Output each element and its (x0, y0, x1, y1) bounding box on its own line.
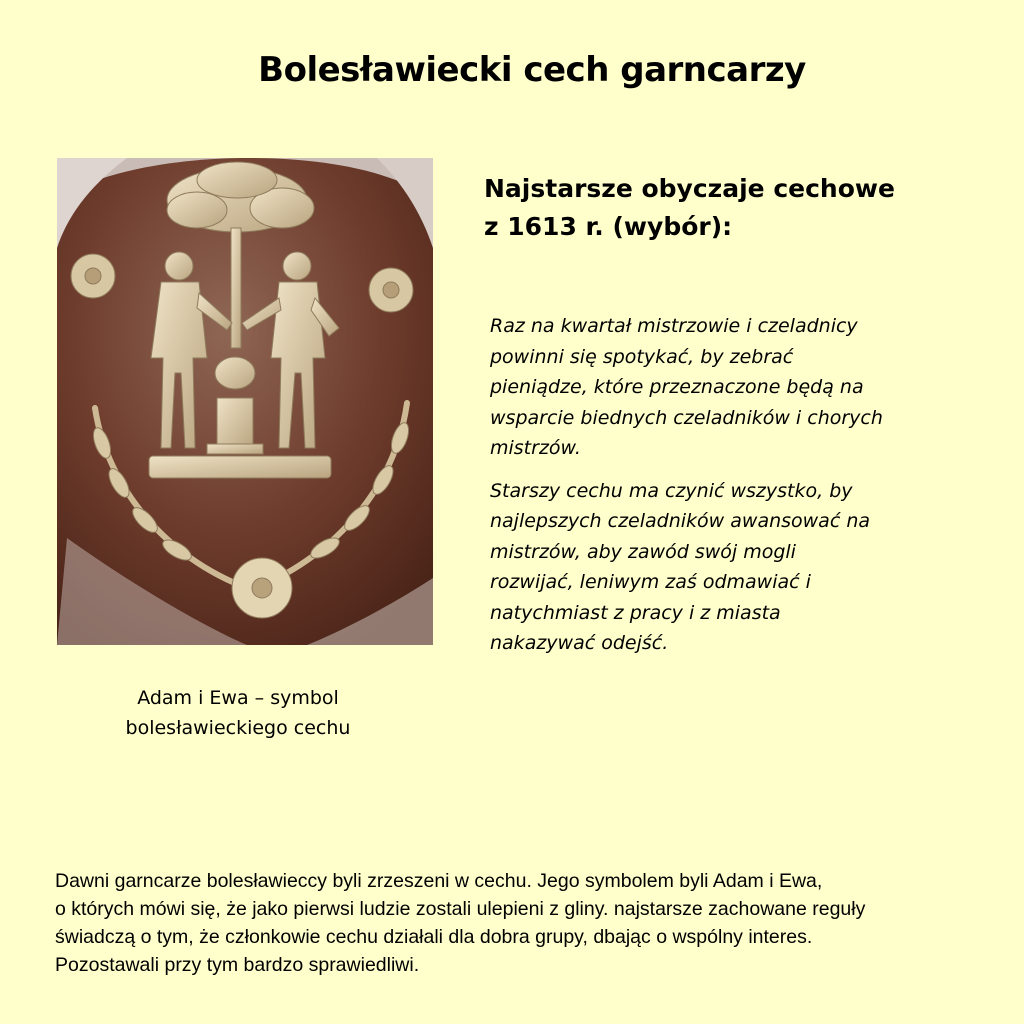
caption-line: Adam i Ewa – symbol (137, 687, 339, 709)
rule-line: powinni się spotykać, by zebrać (490, 345, 794, 368)
rule-line: rozwijać, leniwym zaś odmawiać i (490, 571, 811, 593)
rule-paragraph (490, 311, 1010, 464)
rule-line: najlepszych czeladników awansować na (490, 510, 870, 532)
rule-line: wsparcie biednych czeladników i chorych (490, 406, 883, 429)
summary-line: Dawni garncarze bolesławieccy byli zrzeszeni w cechu. Jego symbolem byli Adam i Ewa, (55, 870, 823, 892)
customs-rules (490, 311, 1010, 671)
page-title: Bolesławiecki cech garncarzy (258, 50, 806, 90)
adam-and-eve-relief-photo (57, 158, 433, 645)
rule-line: nakazywać odejść. (490, 632, 669, 654)
caption-line: bolesławieckiego cechu (125, 717, 351, 739)
rule-line: pieniądze, które przeznaczone będą na (490, 376, 864, 398)
rule-line: Raz na kwartał mistrzowie i czeladnicy (490, 315, 858, 337)
summary-line: świadczą o tym, że członkowie cechu działali dla dobra grupy, dbając o wspólny interes. (55, 926, 813, 948)
rule-line: mistrzów, aby zawód swój mogli (490, 540, 796, 563)
customs-heading-line: z 1613 r. (wybór): (484, 212, 733, 241)
summary-line: Pozostawali przy tym bardzo sprawiedliwi. (55, 954, 420, 976)
summary-line: o których mówi się, że jako pierwsi ludzie zostali ulepieni z gliny. najstarsze zachowane reguły (55, 898, 866, 920)
rule-line: natychmiast z pracy i z miasta (490, 601, 781, 624)
rule-line: mistrzów. (490, 437, 581, 459)
rule-line: Starszy cechu ma czynić wszystko, by (490, 479, 853, 502)
summary-paragraph (55, 867, 1015, 979)
customs-heading-line: Najstarsze obyczaje cechowe (484, 174, 895, 203)
figure-caption (88, 683, 388, 743)
customs-heading (484, 170, 1004, 246)
rule-paragraph (490, 476, 1010, 659)
